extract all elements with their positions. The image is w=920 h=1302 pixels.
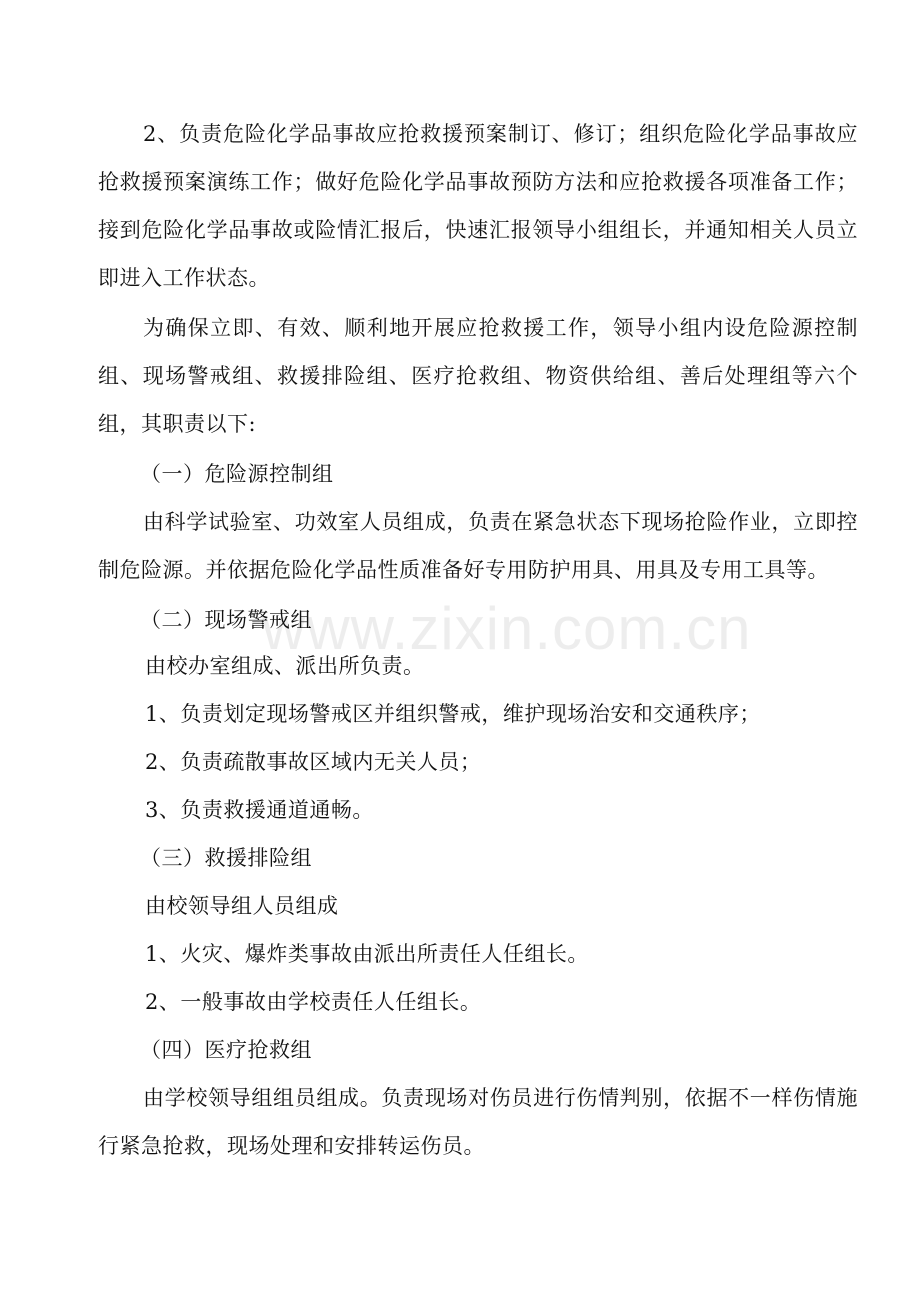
line-rescue-duty-2: 2、一般事故由学校责任人任组长。 [145,990,482,1014]
heading-hazard-control-group: （一）危险源控制组 [140,462,334,486]
line-rescue-duty-1: 1、火灾、爆炸类事故由派出所责任人任组长。 [145,942,589,966]
line-cordon-duty-2: 2、负责疏散事故区域内无关人员； [145,750,482,774]
heading-medical-group: （四）医疗抢救组 [140,1038,312,1062]
paragraph-group-setup: 为确保立即、有效、顺利地开展应抢救援工作，领导小组内设危险源控制组、现场警戒组、救援排险组、医疗抢救组、物资供给组、善后处理组等六个组，其职责以下: [98,316,858,436]
heading-rescue-group: （三）救援排险组 [140,846,312,870]
line-cordon-composition: 由校办室组成、派出所负责。 [145,654,425,678]
paragraph-medical-duties: 由学校领导组组员组成。负责现场对伤员进行伤情判别，依据不一样伤情施行紧急抢救，现场处理和安排转运伤员。 [98,1086,858,1158]
heading-cordon-group: （二）现场警戒组 [140,608,312,632]
paragraph-hazard-control-duties: 由科学试验室、功效室人员组成，负责在紧急状态下现场抢险作业，立即控制危险源。并依据危险化学品性质准备好专用防护用具、用具及专用工具等。 [98,510,858,582]
paragraph-preparation-duties: 2、负责危险化学品事故应抢救援预案制订、修订；组织危险化学品事故应抢救援预案演练工作；做好危险化学品事故预防方法和应抢救援各项准备工作；接到危险化学品事故或险情汇报后，快速汇报领导小组组长，并通知相关人员立即进入工作状态。 [98,122,858,290]
line-cordon-duty-1: 1、负责划定现场警戒区并组织警戒，维护现场治安和交通秩序； [145,702,761,726]
line-cordon-duty-3: 3、负责救援通道通畅。 [145,798,374,822]
line-rescue-composition: 由校领导组人员组成 [145,894,339,918]
watermark-text: www.zixin.com.cn [262,595,752,662]
